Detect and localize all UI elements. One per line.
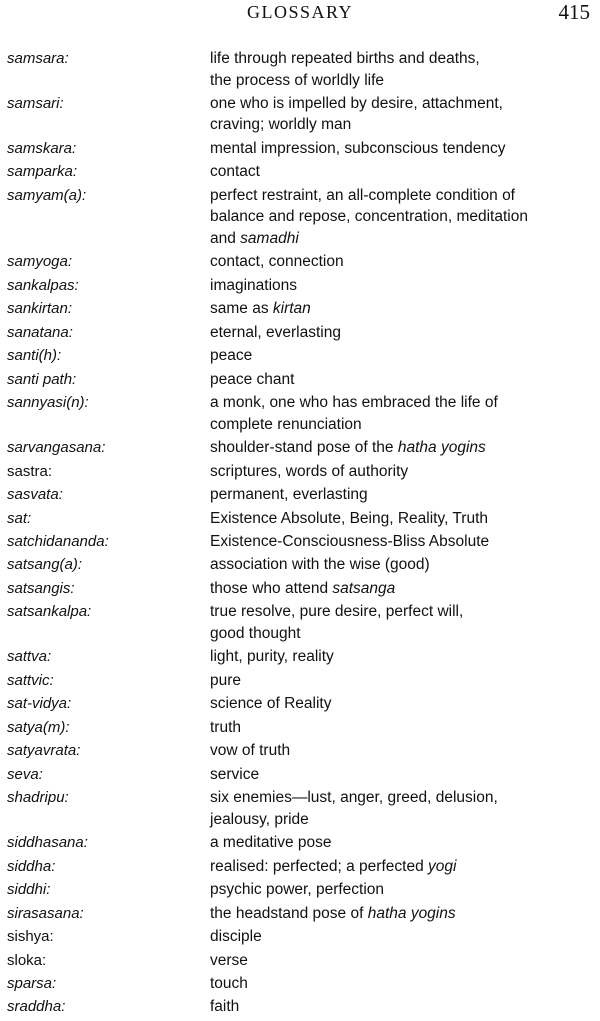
glossary-term: sraddha: (7, 998, 66, 1016)
glossary-definition: contact (210, 163, 260, 181)
glossary-term: satchidananda: (7, 533, 109, 550)
glossary-term: sirasasana: (7, 904, 84, 922)
glossary-list (0, 48, 600, 1018)
glossary-definition: verse (210, 951, 248, 969)
glossary-definition: association with the wise (good) (210, 556, 430, 574)
glossary-definition: scriptures, words of authority (210, 462, 409, 480)
glossary-term: shadripu: (7, 789, 69, 807)
glossary-entry (0, 832, 600, 854)
glossary-definition: same as kirtan (210, 300, 311, 318)
glossary-definition: psychic power, perfection (210, 881, 385, 899)
italic-term: kirtan (272, 300, 311, 318)
glossary-entry (0, 578, 600, 600)
glossary-definition: service (210, 765, 260, 783)
glossary-term: seva: (7, 765, 43, 783)
glossary-term: siddhi: (7, 881, 51, 899)
glossary-entry (0, 601, 600, 644)
glossary-term: samyoga: (7, 253, 73, 271)
glossary-entry (0, 93, 600, 136)
glossary-entry (0, 646, 600, 668)
glossary-term: sanatana: (7, 323, 73, 341)
glossary-definition: shoulder-stand pose of the hatha yogins (210, 439, 486, 457)
glossary-entry (0, 717, 600, 739)
glossary-definition: those who attend satsanga (210, 579, 396, 597)
glossary-definition: the headstand pose of hatha yogins (210, 904, 456, 922)
glossary-term: sloka: (7, 951, 47, 969)
glossary-entry (0, 392, 600, 435)
glossary-entry (0, 437, 600, 459)
glossary-definition: pure (210, 671, 242, 689)
glossary-entry (0, 161, 600, 183)
glossary-term: santi path: (7, 370, 77, 388)
glossary-term: sat: (7, 509, 32, 527)
glossary-term: sishya: (7, 928, 54, 946)
italic-term: samadhi (240, 229, 299, 247)
glossary-definition: disciple (210, 928, 262, 946)
glossary-entry (0, 484, 600, 506)
glossary-term: satsangis: (7, 579, 75, 597)
italic-term: satsanga (332, 579, 396, 597)
glossary-entry (0, 740, 600, 762)
glossary-entry (0, 275, 600, 297)
glossary-term: samsara: (7, 50, 69, 67)
glossary-definition: imaginations (210, 276, 298, 294)
glossary-entry (0, 973, 600, 995)
glossary-definition: mental impression, subconscious tendency (210, 139, 506, 157)
glossary-entry (0, 903, 600, 925)
glossary-term: sastra: (7, 462, 53, 480)
glossary-term: sannyasi(n): (7, 394, 89, 412)
glossary-term: sankalpas: (7, 276, 79, 294)
glossary-entry (0, 693, 600, 715)
glossary-definition: vow of truth (210, 742, 291, 760)
glossary-definition: touch (210, 974, 248, 992)
glossary-term: satyavrata: (7, 742, 81, 760)
glossary-entry (0, 531, 600, 553)
glossary-definition: peace (210, 347, 253, 365)
glossary-definition: peace chant (210, 370, 295, 388)
glossary-definition: one who is impelled by desire, attachment, craving; worldly man (210, 94, 503, 134)
running-title: GLOSSARY (246, 2, 354, 22)
page-header (0, 0, 600, 30)
glossary-term: satsang(a): (7, 556, 83, 574)
glossary-term: siddhasana: (7, 834, 88, 852)
glossary-term: sattvic: (7, 671, 54, 689)
glossary-definition: light, purity, reality (210, 648, 334, 666)
glossary-term: sasvata: (7, 486, 63, 504)
glossary-term: sparsa: (7, 974, 57, 992)
glossary-definition: a meditative pose (210, 834, 332, 852)
glossary-term: sarvangasana: (7, 439, 106, 457)
glossary-entry (0, 298, 600, 320)
glossary-entry (0, 764, 600, 786)
glossary-definition: eternal, everlasting (210, 323, 341, 341)
glossary-definition: perfect restraint, an all-complete condition of balance and repose, concentration, meditation and samadhi (210, 186, 528, 247)
glossary-term: sat-vidya: (7, 695, 72, 713)
italic-term: hatha yogins (397, 439, 486, 457)
glossary-definition: truth (210, 718, 242, 736)
glossary-term: samsari: (7, 94, 64, 112)
glossary-definition: science of Reality (210, 695, 332, 713)
glossary-definition: true resolve, pure desire, perfect will, good thought (210, 603, 464, 642)
glossary-entry (0, 554, 600, 576)
glossary-entry (0, 345, 600, 367)
glossary-term: siddha: (7, 857, 56, 875)
glossary-term: satya(m): (7, 718, 70, 736)
glossary-term: samskara: (7, 139, 77, 157)
page-number: 415 (558, 0, 590, 24)
glossary-definition: permanent, everlasting (210, 486, 368, 504)
glossary-entry (0, 369, 600, 391)
glossary-term: santi(h): (7, 347, 62, 365)
glossary-entry (0, 185, 600, 250)
glossary-term: satsankalpa: (7, 603, 92, 621)
glossary-definition: Existence Absolute, Being, Reality, Truth (210, 509, 489, 527)
glossary-entry (0, 950, 600, 972)
glossary-entry (0, 48, 600, 91)
glossary-definition: six enemies—lust, anger, greed, delusion, jealousy, pride (210, 789, 498, 828)
glossary-entry (0, 926, 600, 948)
italic-term: hatha yogins (367, 904, 456, 922)
glossary-entry (0, 461, 600, 483)
glossary-entry (0, 670, 600, 692)
glossary-definition: Existence-Consciousness-Bliss Absolute (210, 533, 490, 550)
glossary-definition: realised: perfected; a perfected yogi (210, 857, 457, 875)
glossary-term: sankirtan: (7, 300, 73, 318)
glossary-entry (0, 508, 600, 530)
glossary-definition: a monk, one who has embraced the life of complete renunciation (210, 394, 498, 433)
glossary-entry (0, 322, 600, 344)
glossary-term: sattva: (7, 648, 52, 666)
glossary-definition: faith (210, 998, 240, 1016)
glossary-entry (0, 251, 600, 273)
glossary-entry (0, 856, 600, 878)
glossary-term: samparka: (7, 163, 78, 181)
glossary-definition: life through repeated births and deaths, the process of worldly life (210, 50, 480, 89)
glossary-definition: contact, connection (210, 253, 344, 271)
italic-term: yogi (428, 857, 457, 875)
glossary-entry (0, 996, 600, 1018)
glossary-entry (0, 787, 600, 830)
glossary-term: samyam(a): (7, 186, 87, 204)
glossary-entry (0, 879, 600, 901)
glossary-entry (0, 138, 600, 160)
